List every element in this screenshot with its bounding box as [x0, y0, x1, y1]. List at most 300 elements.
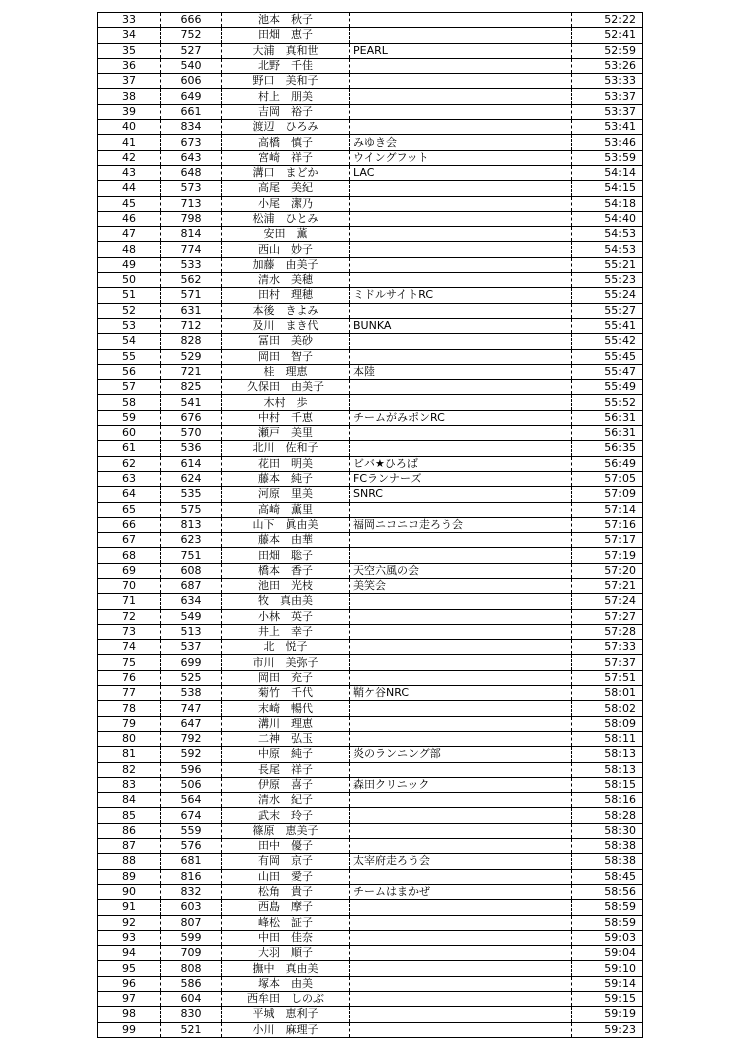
- finish-time-cell: 57:16: [572, 517, 643, 532]
- finish-time-cell: 57:24: [572, 594, 643, 609]
- rank-cell: 38: [98, 89, 161, 104]
- table-row: [98, 517, 643, 532]
- runner-name-cell: 市川 美弥子: [222, 655, 350, 670]
- runner-name-cell: 加藤 由美子: [222, 257, 350, 272]
- bib-number-cell: 673: [161, 135, 222, 150]
- rank-cell: 97: [98, 992, 161, 1007]
- rank-cell: 83: [98, 777, 161, 792]
- finish-time-cell: 58:01: [572, 686, 643, 701]
- rank-cell: 85: [98, 808, 161, 823]
- bib-number-cell: 832: [161, 884, 222, 899]
- finish-time-cell: 53:46: [572, 135, 643, 150]
- team-name-cell: [350, 915, 572, 930]
- bib-number-cell: 643: [161, 150, 222, 165]
- team-name-cell: [350, 273, 572, 288]
- runner-name-cell: 塚本 由美: [222, 976, 350, 991]
- rank-cell: 93: [98, 930, 161, 945]
- rank-cell: 56: [98, 364, 161, 379]
- team-name-cell: [350, 89, 572, 104]
- runner-name-cell: 松浦 ひとみ: [222, 211, 350, 226]
- rank-cell: 76: [98, 670, 161, 685]
- table-row: [98, 120, 643, 135]
- table-row: [98, 548, 643, 563]
- team-name-cell: [350, 196, 572, 211]
- bib-number-cell: 521: [161, 1022, 222, 1037]
- finish-time-cell: 55:24: [572, 288, 643, 303]
- finish-time-cell: 53:41: [572, 120, 643, 135]
- runner-name-cell: 久保田 由美子: [222, 380, 350, 395]
- bib-number-cell: 536: [161, 441, 222, 456]
- table-row: [98, 762, 643, 777]
- bib-number-cell: 687: [161, 578, 222, 593]
- bib-number-cell: 721: [161, 364, 222, 379]
- finish-time-cell: 58:28: [572, 808, 643, 823]
- team-name-cell: ビバ★ひろば: [350, 456, 572, 471]
- rank-cell: 54: [98, 334, 161, 349]
- table-row: [98, 380, 643, 395]
- rank-cell: 64: [98, 487, 161, 502]
- finish-time-cell: 53:37: [572, 104, 643, 119]
- bib-number-cell: 825: [161, 380, 222, 395]
- rank-cell: 69: [98, 563, 161, 578]
- team-name-cell: [350, 1007, 572, 1022]
- bib-number-cell: 529: [161, 349, 222, 364]
- table-row: [98, 43, 643, 58]
- finish-time-cell: 53:26: [572, 58, 643, 73]
- finish-time-cell: 53:33: [572, 74, 643, 89]
- finish-time-cell: 56:31: [572, 410, 643, 425]
- rank-cell: 55: [98, 349, 161, 364]
- finish-time-cell: 55:42: [572, 334, 643, 349]
- team-name-cell: [350, 976, 572, 991]
- rank-cell: 47: [98, 227, 161, 242]
- team-name-cell: [350, 548, 572, 563]
- rank-cell: 52: [98, 303, 161, 318]
- team-name-cell: SNRC: [350, 487, 572, 502]
- team-name-cell: [350, 13, 572, 28]
- table-row: [98, 624, 643, 639]
- bib-number-cell: 631: [161, 303, 222, 318]
- team-name-cell: [350, 303, 572, 318]
- bib-number-cell: 830: [161, 1007, 222, 1022]
- team-name-cell: [350, 104, 572, 119]
- table-row: [98, 303, 643, 318]
- table-row: [98, 74, 643, 89]
- bib-number-cell: 606: [161, 74, 222, 89]
- rank-cell: 53: [98, 318, 161, 333]
- team-name-cell: 炎のランニング部: [350, 747, 572, 762]
- runner-name-cell: 田中 優子: [222, 839, 350, 854]
- team-name-cell: [350, 946, 572, 961]
- runner-name-cell: 山下 眞由美: [222, 517, 350, 532]
- rank-cell: 90: [98, 884, 161, 899]
- rank-cell: 57: [98, 380, 161, 395]
- table-row: [98, 869, 643, 884]
- bib-number-cell: 586: [161, 976, 222, 991]
- runner-name-cell: 北野 千佳: [222, 58, 350, 73]
- rank-cell: 65: [98, 502, 161, 517]
- team-name-cell: [350, 74, 572, 89]
- team-name-cell: [350, 655, 572, 670]
- bib-number-cell: 535: [161, 487, 222, 502]
- rank-cell: 78: [98, 701, 161, 716]
- team-name-cell: [350, 242, 572, 257]
- bib-number-cell: 814: [161, 227, 222, 242]
- team-name-cell: [350, 380, 572, 395]
- finish-time-cell: 55:49: [572, 380, 643, 395]
- bib-number-cell: 533: [161, 257, 222, 272]
- rank-cell: 34: [98, 28, 161, 43]
- table-row: [98, 594, 643, 609]
- table-row: [98, 839, 643, 854]
- bib-number-cell: 699: [161, 655, 222, 670]
- table-row: [98, 104, 643, 119]
- bib-number-cell: 751: [161, 548, 222, 563]
- table-row: [98, 563, 643, 578]
- rank-cell: 79: [98, 716, 161, 731]
- finish-time-cell: 57:37: [572, 655, 643, 670]
- team-name-cell: [350, 426, 572, 441]
- table-row: [98, 150, 643, 165]
- table-row: [98, 471, 643, 486]
- runner-name-cell: 宮崎 祥子: [222, 150, 350, 165]
- table-row: [98, 992, 643, 1007]
- bib-number-cell: 774: [161, 242, 222, 257]
- rank-cell: 99: [98, 1022, 161, 1037]
- table-row: [98, 533, 643, 548]
- table-row: [98, 364, 643, 379]
- results-table: [97, 12, 643, 1038]
- table-row: [98, 288, 643, 303]
- team-name-cell: PEARL: [350, 43, 572, 58]
- runner-name-cell: 田畑 恵子: [222, 28, 350, 43]
- runner-name-cell: 溝口 まどか: [222, 165, 350, 180]
- finish-time-cell: 53:37: [572, 89, 643, 104]
- finish-time-cell: 58:45: [572, 869, 643, 884]
- rank-cell: 68: [98, 548, 161, 563]
- table-row: [98, 395, 643, 410]
- runner-name-cell: 岡田 充子: [222, 670, 350, 685]
- bib-number-cell: 624: [161, 471, 222, 486]
- finish-time-cell: 54:15: [572, 181, 643, 196]
- rank-cell: 72: [98, 609, 161, 624]
- finish-time-cell: 56:31: [572, 426, 643, 441]
- table-row: [98, 854, 643, 869]
- rank-cell: 95: [98, 961, 161, 976]
- bib-number-cell: 608: [161, 563, 222, 578]
- table-row: [98, 686, 643, 701]
- finish-time-cell: 58:11: [572, 731, 643, 746]
- runner-name-cell: 山田 愛子: [222, 869, 350, 884]
- table-row: [98, 135, 643, 150]
- runner-name-cell: 藤本 純子: [222, 471, 350, 486]
- rank-cell: 44: [98, 181, 161, 196]
- runner-name-cell: 岡田 智子: [222, 349, 350, 364]
- rank-cell: 35: [98, 43, 161, 58]
- finish-time-cell: 58:16: [572, 793, 643, 808]
- runner-name-cell: 花田 明美: [222, 456, 350, 471]
- finish-time-cell: 54:18: [572, 196, 643, 211]
- runner-name-cell: 菊竹 千代: [222, 686, 350, 701]
- bib-number-cell: 562: [161, 273, 222, 288]
- team-name-cell: 本陸: [350, 364, 572, 379]
- table-row: [98, 181, 643, 196]
- runner-name-cell: 池田 光枝: [222, 578, 350, 593]
- bib-number-cell: 603: [161, 900, 222, 915]
- bib-number-cell: 807: [161, 915, 222, 930]
- rank-cell: 96: [98, 976, 161, 991]
- runner-name-cell: 中田 佳奈: [222, 930, 350, 945]
- finish-time-cell: 57:14: [572, 502, 643, 517]
- runner-name-cell: 藤本 由華: [222, 533, 350, 548]
- table-row: [98, 747, 643, 762]
- team-name-cell: [350, 28, 572, 43]
- bib-number-cell: 713: [161, 196, 222, 211]
- table-row: [98, 242, 643, 257]
- finish-time-cell: 55:27: [572, 303, 643, 318]
- finish-time-cell: 58:38: [572, 854, 643, 869]
- runner-name-cell: 中村 千恵: [222, 410, 350, 425]
- finish-time-cell: 58:09: [572, 716, 643, 731]
- rank-cell: 59: [98, 410, 161, 425]
- finish-time-cell: 57:51: [572, 670, 643, 685]
- team-name-cell: [350, 227, 572, 242]
- table-row: [98, 426, 643, 441]
- finish-time-cell: 52:41: [572, 28, 643, 43]
- table-row: [98, 456, 643, 471]
- rank-cell: 37: [98, 74, 161, 89]
- table-row: [98, 731, 643, 746]
- rank-cell: 80: [98, 731, 161, 746]
- team-name-cell: [350, 1022, 572, 1037]
- finish-time-cell: 54:53: [572, 227, 643, 242]
- team-name-cell: ミドルサイトRC: [350, 288, 572, 303]
- table-row: [98, 961, 643, 976]
- runner-name-cell: 冨田 美砂: [222, 334, 350, 349]
- team-name-cell: [350, 211, 572, 226]
- runner-name-cell: 田畑 聡子: [222, 548, 350, 563]
- bib-number-cell: 576: [161, 839, 222, 854]
- bib-number-cell: 813: [161, 517, 222, 532]
- table-row: [98, 28, 643, 43]
- table-row: [98, 670, 643, 685]
- team-name-cell: LAC: [350, 165, 572, 180]
- runner-name-cell: 牧 真由美: [222, 594, 350, 609]
- bib-number-cell: 596: [161, 762, 222, 777]
- table-row: [98, 257, 643, 272]
- finish-time-cell: 54:53: [572, 242, 643, 257]
- rank-cell: 75: [98, 655, 161, 670]
- team-name-cell: [350, 349, 572, 364]
- bib-number-cell: 506: [161, 777, 222, 792]
- bib-number-cell: 599: [161, 930, 222, 945]
- bib-number-cell: 571: [161, 288, 222, 303]
- runner-name-cell: 中原 純子: [222, 747, 350, 762]
- table-row: [98, 502, 643, 517]
- team-name-cell: [350, 930, 572, 945]
- runner-name-cell: 有岡 京子: [222, 854, 350, 869]
- bib-number-cell: 676: [161, 410, 222, 425]
- bib-number-cell: 592: [161, 747, 222, 762]
- rank-cell: 51: [98, 288, 161, 303]
- runner-name-cell: 渡辺 ひろみ: [222, 120, 350, 135]
- team-name-cell: 鞘ケ谷NRC: [350, 686, 572, 701]
- runner-name-cell: 末崎 暢代: [222, 701, 350, 716]
- finish-time-cell: 58:59: [572, 915, 643, 930]
- bib-number-cell: 674: [161, 808, 222, 823]
- runner-name-cell: 清水 美穂: [222, 273, 350, 288]
- table-row: [98, 487, 643, 502]
- bib-number-cell: 681: [161, 854, 222, 869]
- rank-cell: 89: [98, 869, 161, 884]
- finish-time-cell: 59:10: [572, 961, 643, 976]
- bib-number-cell: 525: [161, 670, 222, 685]
- runner-name-cell: 伊原 喜子: [222, 777, 350, 792]
- bib-number-cell: 792: [161, 731, 222, 746]
- team-name-cell: [350, 181, 572, 196]
- runner-name-cell: 大羽 順子: [222, 946, 350, 961]
- finish-time-cell: 58:59: [572, 900, 643, 915]
- table-row: [98, 58, 643, 73]
- finish-time-cell: 58:13: [572, 747, 643, 762]
- rank-cell: 82: [98, 762, 161, 777]
- table-row: [98, 410, 643, 425]
- table-row: [98, 884, 643, 899]
- table-row: [98, 976, 643, 991]
- team-name-cell: チームがみポンRC: [350, 410, 572, 425]
- bib-number-cell: 614: [161, 456, 222, 471]
- table-row: [98, 89, 643, 104]
- rank-cell: 46: [98, 211, 161, 226]
- rank-cell: 48: [98, 242, 161, 257]
- team-name-cell: [350, 701, 572, 716]
- rank-cell: 41: [98, 135, 161, 150]
- team-name-cell: [350, 839, 572, 854]
- finish-time-cell: 57:28: [572, 624, 643, 639]
- table-row: [98, 640, 643, 655]
- finish-time-cell: 54:14: [572, 165, 643, 180]
- runner-name-cell: 溝川 理恵: [222, 716, 350, 731]
- rank-cell: 91: [98, 900, 161, 915]
- team-name-cell: [350, 609, 572, 624]
- rank-cell: 36: [98, 58, 161, 73]
- runner-name-cell: 二神 弘玉: [222, 731, 350, 746]
- bib-number-cell: 648: [161, 165, 222, 180]
- team-name-cell: [350, 992, 572, 1007]
- finish-time-cell: 55:52: [572, 395, 643, 410]
- runner-name-cell: 長尾 祥子: [222, 762, 350, 777]
- runner-name-cell: 瀬戸 美里: [222, 426, 350, 441]
- finish-time-cell: 58:30: [572, 823, 643, 838]
- runner-name-cell: 平城 恵利子: [222, 1007, 350, 1022]
- finish-time-cell: 57:09: [572, 487, 643, 502]
- finish-time-cell: 57:05: [572, 471, 643, 486]
- bib-number-cell: 709: [161, 946, 222, 961]
- table-row: [98, 273, 643, 288]
- runner-name-cell: 村上 朋美: [222, 89, 350, 104]
- bib-number-cell: 634: [161, 594, 222, 609]
- runner-name-cell: 田村 理穂: [222, 288, 350, 303]
- runner-name-cell: 本後 きよみ: [222, 303, 350, 318]
- team-name-cell: [350, 762, 572, 777]
- bib-number-cell: 527: [161, 43, 222, 58]
- team-name-cell: [350, 257, 572, 272]
- finish-time-cell: 57:20: [572, 563, 643, 578]
- rank-cell: 49: [98, 257, 161, 272]
- team-name-cell: [350, 900, 572, 915]
- runner-name-cell: 篠原 恵美子: [222, 823, 350, 838]
- rank-cell: 94: [98, 946, 161, 961]
- runner-name-cell: 撫中 真由美: [222, 961, 350, 976]
- team-name-cell: みゆき会: [350, 135, 572, 150]
- rank-cell: 74: [98, 640, 161, 655]
- runner-name-cell: 峰松 証子: [222, 915, 350, 930]
- runner-name-cell: 吉岡 裕子: [222, 104, 350, 119]
- runner-name-cell: 木村 歩: [222, 395, 350, 410]
- rank-cell: 77: [98, 686, 161, 701]
- bib-number-cell: 538: [161, 686, 222, 701]
- team-name-cell: ウイングフット: [350, 150, 572, 165]
- runner-name-cell: 武末 玲子: [222, 808, 350, 823]
- bib-number-cell: 808: [161, 961, 222, 976]
- finish-time-cell: 59:15: [572, 992, 643, 1007]
- finish-time-cell: 55:47: [572, 364, 643, 379]
- runner-name-cell: 小尾 潔乃: [222, 196, 350, 211]
- finish-time-cell: 57:21: [572, 578, 643, 593]
- finish-time-cell: 59:19: [572, 1007, 643, 1022]
- table-row: [98, 349, 643, 364]
- team-name-cell: 太宰府走ろう会: [350, 854, 572, 869]
- table-row: [98, 334, 643, 349]
- finish-time-cell: 54:40: [572, 211, 643, 226]
- finish-time-cell: 58:02: [572, 701, 643, 716]
- finish-time-cell: 59:03: [572, 930, 643, 945]
- rank-cell: 67: [98, 533, 161, 548]
- runner-name-cell: 大浦 真和世: [222, 43, 350, 58]
- table-row: [98, 1022, 643, 1037]
- results-table-body: [98, 13, 643, 1038]
- team-name-cell: [350, 395, 572, 410]
- bib-number-cell: 575: [161, 502, 222, 517]
- table-row: [98, 1007, 643, 1022]
- finish-time-cell: 59:04: [572, 946, 643, 961]
- bib-number-cell: 661: [161, 104, 222, 119]
- rank-cell: 58: [98, 395, 161, 410]
- table-row: [98, 823, 643, 838]
- team-name-cell: [350, 334, 572, 349]
- finish-time-cell: 58:56: [572, 884, 643, 899]
- runner-name-cell: 野口 美和子: [222, 74, 350, 89]
- rank-cell: 62: [98, 456, 161, 471]
- runner-name-cell: 西山 妙子: [222, 242, 350, 257]
- team-name-cell: 福岡ニコニコ走ろう会: [350, 517, 572, 532]
- bib-number-cell: 798: [161, 211, 222, 226]
- team-name-cell: [350, 869, 572, 884]
- bib-number-cell: 549: [161, 609, 222, 624]
- table-row: [98, 609, 643, 624]
- finish-time-cell: 55:23: [572, 273, 643, 288]
- table-row: [98, 578, 643, 593]
- bib-number-cell: 816: [161, 869, 222, 884]
- bib-number-cell: 537: [161, 640, 222, 655]
- finish-time-cell: 55:21: [572, 257, 643, 272]
- table-row: [98, 900, 643, 915]
- bib-number-cell: 513: [161, 624, 222, 639]
- runner-name-cell: 及川 まき代: [222, 318, 350, 333]
- team-name-cell: 森田クリニック: [350, 777, 572, 792]
- rank-cell: 45: [98, 196, 161, 211]
- bib-number-cell: 828: [161, 334, 222, 349]
